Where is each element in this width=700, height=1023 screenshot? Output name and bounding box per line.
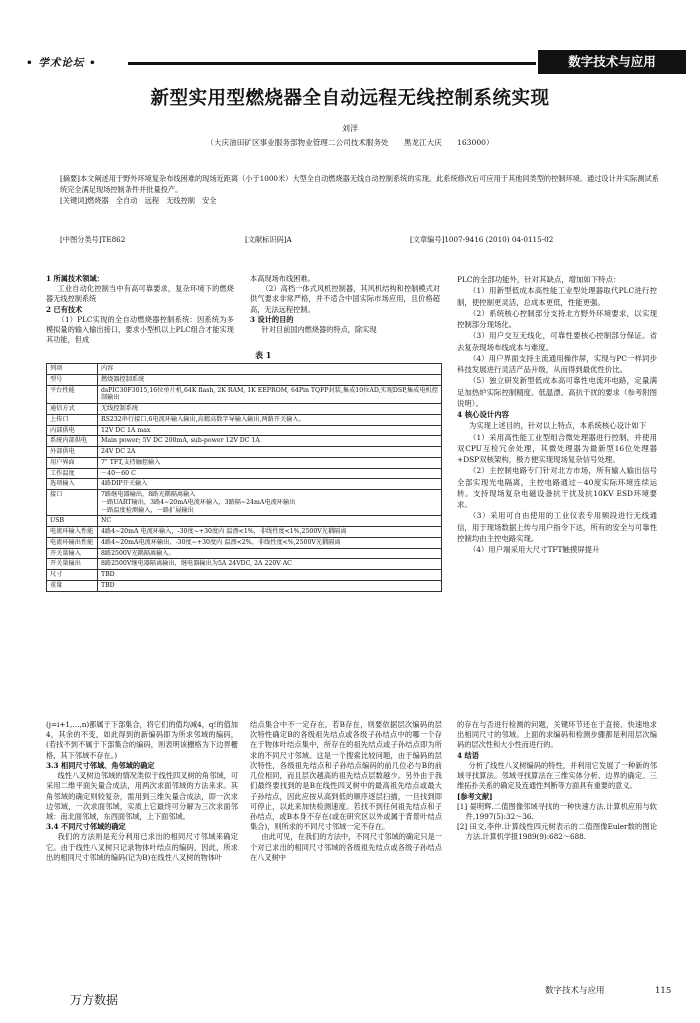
paragraph: （4）用户界面支持主流通用操作屏，实现与PC一样同步科技发展进行灵活产品升级，从而得到最优性价比。 (457, 353, 657, 374)
table-value-cell: 燃烧器控制系统 (98, 374, 442, 385)
table-value-cell: －40～60 C (98, 468, 442, 479)
paragraph: （3）用户交互无线化，可靠性要核心控制部分保证。省去复杂现场布线成本与难度。 (457, 331, 657, 352)
paragraph: 由此可见，在我们的方法中，不同尺寸邻域的确定只是一个对已求出的相同尺寸邻域的各级祖先结点或各级子孙结点在八叉树中 (250, 832, 442, 862)
section-heading: 2 已有技术 (46, 304, 83, 314)
table-key-cell: 用户界面 (47, 457, 98, 468)
table-row (47, 425, 442, 436)
table-value-cell: 8路2500V光耦隔离输入。 (98, 548, 442, 559)
table-value-cell: TBD (98, 570, 442, 581)
table-row (47, 374, 442, 385)
table-key-cell: 选项输入 (47, 479, 98, 490)
table-value-cell: 7" TFT,支持触控输入 (98, 457, 442, 468)
table-row (47, 559, 442, 570)
paragraph: 我们的方法则是充分利用已求出的相同尺寸邻域来确定它。由于线性八叉树只记录物体叶结点的编码，因此，所求出的相同尺寸邻域的编码(记为B)在线性八叉树的物体叶 (46, 832, 238, 862)
table-row (47, 385, 442, 404)
table-row (47, 479, 442, 490)
paragraph: （1）PLC实现的全自动燃烧器控制系统：因系统为多模拟量的输入输出接口，要求小型机以上PLC组合才能实现其功能，但成 (46, 314, 234, 345)
paragraph: 为实现上述目的，针对以上特点，本系统核心设计如下 (468, 421, 647, 431)
table-key-cell: 内部供电 (47, 425, 98, 436)
author: 刘洋 (342, 124, 358, 133)
table-value-cell: 无线控制系统 (98, 404, 442, 415)
table-value-cell: NC (98, 516, 442, 527)
table-value-cell: dsPIC30F3015,16位单片机,64K flash, 2K RAM, 1K EEPROM, 64Pin TQFP封装,集成10位AD,实现DSP,集成电机控制输出 (98, 385, 442, 404)
table-key-cell: 电流环输出性能 (47, 537, 98, 548)
paragraph: （2）系统核心控制部分支持北方野外环境要求，以实现控制部分现场化。 (457, 308, 657, 329)
table-value-cell: Main power; 5V DC 200mA, sub-power 12V DC 1A (98, 436, 442, 447)
table-row (47, 527, 442, 538)
table-key-cell: 平台性能 (47, 385, 98, 404)
paragraph: （1）用新型低成本高性能工业型处理器取代PLC进行控制，使控制更灵活，总成本更低，性能更强。 (457, 286, 657, 307)
table-row (47, 548, 442, 559)
spec-table (46, 363, 442, 592)
header-rule (128, 62, 536, 65)
paragraph: （2）高档一体式风机控制器，其风机结构和控制模式对供气要求非常严格，并不适合中国实际市场应用，且价格超高，无法远程控制。 (250, 284, 440, 314)
table-key-cell: 接口 (47, 490, 98, 516)
table-value-cell: TBD (98, 580, 442, 591)
section-heading: 4 核心设计内容 (457, 410, 510, 419)
abstract-block (60, 173, 660, 206)
table-value-cell: 4路DIP开关输入 (98, 479, 442, 490)
table-key-cell: 电流环输入性能 (47, 527, 98, 538)
table-value-cell: 24V DC 2A (98, 447, 442, 458)
table-key-cell: 系统内部供电 (47, 436, 98, 447)
table-row (47, 436, 442, 447)
table-row (47, 537, 442, 548)
table-key-cell: 开关量输入 (47, 548, 98, 559)
table-key-cell: USB (47, 516, 98, 527)
table-value-cell: 8路2500V继电器隔离输出，继电器输出为5A 24VDC, 2A 220V AC (98, 559, 442, 570)
paragraph: 结点集合中不一定存在。若B存在，则要依据层次编码的层次特性确定B的各级祖先结点或各级子孙结点中的哪一个存在于物体叶结点集中，所存在的祖先结点或子孙结点即为所求的不同尺寸邻域。这是一个搜索比较问题，由于编码的层次特性，各级祖先结点和子孙结点编码的前几位必与B的前几位相同，而且层次越高的祖先结点层数越少。另外由于我们最终要找到的是B在线性四叉树中的最高祖先结点或最大子孙结点，因此应按从高到低的顺序逐层扫描，一旦找到即可停止，以此来加快检测速度。若找不到任何祖先结点和子孙结点，或B本身不存在(或在研究区以外或属于背景叶结点集合)，则所求的不同尺寸邻域一定不存在。 (250, 720, 442, 832)
table-value-cell: 7路继电器输出，8路光耦隔离输入 一路UART输出，3路4~20mA电流环输入，3路隔~24mA电流环输出 一路温度检测输入，一路扩展输出 (98, 490, 442, 516)
affiliation: （大庆油田矿区事业服务部物业管理二公司技术服务处 黑龙江大庆 163000） (206, 138, 494, 147)
reference-item: [1] 晏明辉.二值图像邻域寻找的一种快速方法.计算机应用与软件,1997(5):32～36. (457, 801, 657, 821)
table-key-cell: 开关量输出 (47, 559, 98, 570)
table-row (47, 457, 442, 468)
table-key-cell: 尺寸 (47, 570, 98, 581)
table-row (47, 447, 442, 458)
paragraph: 分析了线性八叉树编码的特性，并利用它发展了一种新的邻域寻找算法。邻域寻找算法在三维实体分析、边界的确定、三维拓扑关系的确定及连通性判断等方面具有重要的意义。 (457, 760, 657, 791)
table-row (47, 414, 442, 425)
table-key-cell: 工作温度 (47, 468, 98, 479)
body-column-2 (250, 274, 440, 335)
paragraph: （5）独立研发新型低成本高可靠性电流环电路，定量满足加热炉实际控制精度、低温漂、高抗干扰的要求（参考附图说明）。 (457, 376, 657, 408)
abstract-text: [摘要]本文阐述用于野外环境复杂布线困难的现场近距离（小于1000米）大型全自动燃烧器无线自动控制系统的实现。此系统修改后可应用于其他同类型的控制环境。通过设计并实际测试系统完全满足现场控制条件并批量投产。 (60, 174, 659, 195)
paragraph: PLC的全部功能外，针对其缺点，增加如下特点： (457, 275, 621, 284)
paragraph: （3）采用可自由使用的工业仪表专用频段进行无线通信，用于现场数据上传与用户指令下达，所有的安全与可靠性控制均由主控电路实现。 (457, 511, 657, 543)
table-key-cell: 列项 (47, 364, 98, 375)
table-row (47, 570, 442, 581)
table-row (47, 516, 442, 527)
body-column-1 (46, 274, 234, 346)
table-key-cell: 外部供电 (47, 447, 98, 458)
paragraph: （1）采用高性能工业型组合微处理器进行控制，并使用双CPU互检冗余处理，其微处理器为最新型16位处理器+DSP双核架构，极方便实现现场复杂信号处理。 (457, 432, 657, 464)
lower-column-3 (457, 720, 657, 843)
table-key-cell: 通信方式 (47, 404, 98, 415)
table-row (47, 364, 442, 375)
paragraph: (j=i+1,…,n)都属于下部集合，将它们的值均减4，q!的值加4，其余的不变，如此得到的新编码即为所求邻域的编码，(若找不到不属于下部集合的编码，则表明该栅格为下边界栅格，其下邻域不存在。) (46, 720, 238, 760)
table-row (47, 468, 442, 479)
table-value-cell: 12V DC 1A max (98, 425, 442, 436)
clc-number: [中图分类号]TE862 (60, 235, 126, 244)
paragraph: （4）用户端采用大尺寸TFT触摸屏提升 (468, 545, 600, 554)
footer-journal: 数字技术与应用 (545, 986, 605, 996)
paragraph: （2）主控制电路专门针对北方市场，所有输入输出信号全部实现光电隔离，主控电路通过－40度实际环境连续运转。支持现场复杂电磁设备抗干扰及抗10KV ESD环境要求。 (457, 466, 657, 509)
section-heading: 1 所属技术领域： (46, 274, 104, 283)
reference-item: [2] 田文,李仲.计算线性四元树表示的二值图像Euler数的图论方法.计算机学报1989(9):682～688. (457, 822, 657, 842)
table-key-cell: 重量 (47, 580, 98, 591)
lower-column-2 (250, 720, 442, 863)
paragraph: 本高现场布线困难。 (250, 274, 315, 283)
table-key-cell: 型号 (47, 374, 98, 385)
table-row (47, 404, 442, 415)
page-number: 115 (655, 986, 672, 996)
paper-title: 新型实用型燃烧器全自动远程无线控制系统实现 (150, 88, 550, 109)
table-row (47, 580, 442, 591)
section-heading: 4 结语 (457, 750, 479, 760)
section-heading: 3.3 相同尺寸邻域、角邻域的确定 (46, 760, 155, 770)
table-value-cell: 内容 (98, 364, 442, 375)
table-caption: 表 1 (255, 350, 272, 360)
watermark: 万方数据 (70, 993, 119, 1007)
section-label: • 学术论坛 • (26, 57, 97, 69)
section-heading: 3.4 不同尺寸邻域的确定 (46, 822, 126, 832)
table-value-cell: 4路4~20mA电流环输出，-30度~+30度内 温漂<2%，非线性度<%,2500V光耦隔离 (98, 537, 442, 548)
paragraph: 针对目前国内燃烧器的特点，除实现 (261, 325, 377, 335)
body-column-3 (457, 274, 657, 555)
table-key-cell: 上传口 (47, 414, 98, 425)
keywords: [关键词]燃烧器 全自动 远程 无线控制 安全 (60, 196, 217, 206)
section-heading: [参考文献] (457, 791, 493, 801)
table-row (47, 490, 442, 516)
paragraph: 工业自动化控制当中有高可靠要求，复杂环境下的燃烧器无线控制系统 (46, 284, 234, 304)
section-heading: 3 设计的目的 (250, 314, 294, 324)
article-number: [文章编号]1007-9416 (2010) 04-0115-02 (410, 235, 554, 244)
lower-column-1 (46, 720, 238, 863)
table-value-cell: 4路4~20mA 电流环输入，-30度~+30度内 温漂<1%，非线性度<1%,2500V光耦隔离 (98, 527, 442, 538)
paragraph: 的存在与否进行检测的问题，关键环节还在于直接、快速地求出相同尺寸的邻域。上面的求编码和检测步骤都是利用层次编码的层次性和大小性而进行的。 (457, 720, 657, 750)
table-value-cell: RS232串行接口,6电流环输入输出,高精高数字导输入输出,两路开关输入。 (98, 414, 442, 425)
journal-banner: 数字技术与应用 (538, 50, 686, 74)
paragraph: 线性八叉树边邻域的情况类似于线性四叉树的角邻域，可采用二维平面矢量合成法，用两次求面邻域的方法来求。其角邻域的确定则较复杂，需用到三维矢量合成法，即一次求边邻域，一次求面邻域，实质上它最终可分解为三次求面邻域：南北面邻域，东西面邻域，上下面邻域。 (46, 771, 238, 821)
doc-code: [文献标识码]A (245, 235, 292, 244)
